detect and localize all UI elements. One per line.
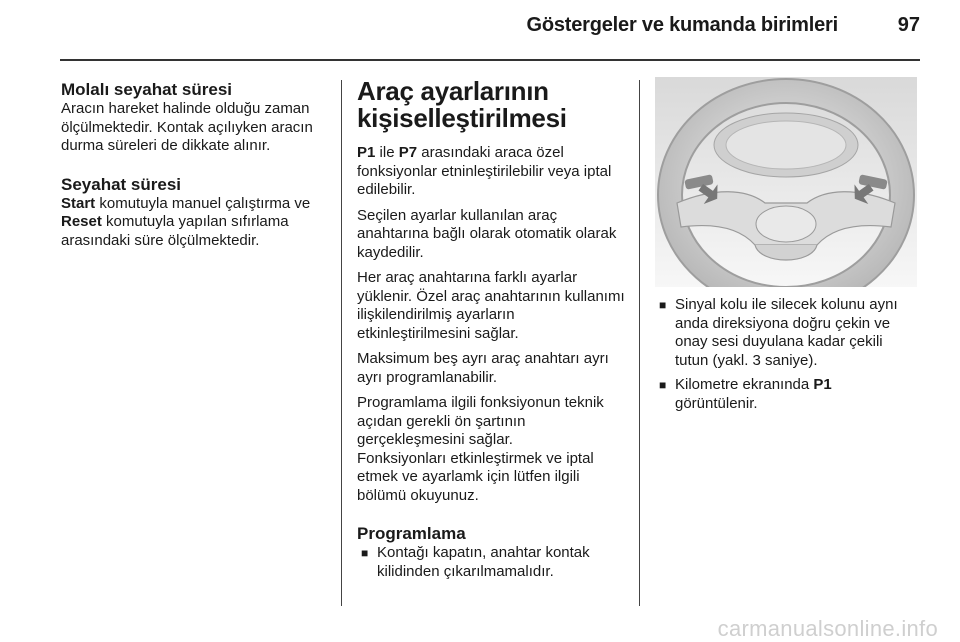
column-3 <box>655 296 917 419</box>
bullet-icon: ■ <box>659 298 667 312</box>
list-item-text: Kontağı kapatın, anahtar kontak kilidinden çıkarılmamalıdır. <box>377 544 590 580</box>
column-divider-1 <box>341 80 342 606</box>
list-item <box>357 544 627 581</box>
section-heading-travel-time: Seyahat süresi <box>61 174 182 194</box>
bullet-icon: ■ <box>659 378 667 392</box>
paragraph-prerequisite: Programlama ilgili fonksiyonun teknik açıdan gerekli ön şartının gerçekleşmesini sağlar. <box>357 394 604 448</box>
key-p7: P7 <box>398 144 418 161</box>
text-fragment: arasındaki araca özel fonksiyonlar etninleştirilebilir veya iptal edilebilir. <box>357 144 612 198</box>
page-header-title: Göstergeler ve kumanda birimleri <box>526 14 838 36</box>
watermark-text: carmanualsonline.info <box>717 616 938 641</box>
key-reset: Reset <box>61 213 102 230</box>
instruction-list <box>655 296 917 413</box>
key-start: Start <box>61 194 96 212</box>
column-1 <box>61 80 331 250</box>
paragraph-see-section: Fonksiyonları etkinleştirmek ve iptal etmek ve ayarlamk için lütfen ilgili bölümü okuyunuz. <box>357 449 594 504</box>
key-p1: P1 <box>813 376 832 393</box>
key-p1: P1 <box>357 144 376 161</box>
list-item-text: Kilometre ekranında <box>675 376 814 393</box>
section-heading-programming: Programlama <box>357 524 466 543</box>
text-fragment: ile <box>375 144 399 161</box>
column-divider-2 <box>639 80 640 606</box>
text-fragment: komutuyla manuel çalıştırma ve <box>95 194 311 212</box>
text-fragment: komutuyla yapılan sıfırlama arasındaki süre ölçülmektedir. <box>61 213 289 249</box>
bullet-icon: ■ <box>361 546 369 560</box>
list-item-text: Sinyal kolu ile silecek kolunu aynı anda direksiyona doğru çekin ve onay sesi duyulana kadar çekili tutun (yakl. 3 saniye). <box>675 296 898 369</box>
paragraph-key-settings: Her araç anahtarına farklı ayarlar yüklenir. Özel araç anahtarının kullanımı ilişkilendirilmiş ayarların etkinleştirilmesini sağlar. <box>357 269 625 342</box>
list-item-text: görüntülenir. <box>675 394 758 412</box>
column-2 <box>357 78 627 587</box>
paragraph-functions <box>357 144 627 200</box>
list-item <box>655 296 917 370</box>
header-rule <box>60 59 920 61</box>
programming-list <box>357 544 627 581</box>
section-heading-paused-travel-time: Molalı seyahat süresi <box>61 80 233 99</box>
section-body-paused-travel-time: Aracın hareket halinde olduğu zaman ölçülmektedir. Kontak açılıyken aracın durma süreleri de dikkate alınır. <box>61 100 313 154</box>
paragraph-saved-settings: Seçilen ayarlar kullanılan araç anahtarına bağlı olarak otomatik olarak kaydedilir. <box>357 206 617 261</box>
page-number: 97 <box>897 14 920 36</box>
list-item <box>655 376 917 413</box>
steering-wheel-illustration <box>655 77 917 287</box>
paragraph-max-keys: Maksimum beş ayrı araç anahtarı ayrı ayrı programlanabilir. <box>357 350 609 386</box>
section-body-travel-time <box>61 195 331 251</box>
chapter-title: Araç ayarlarının kişiselleştirilmesi <box>357 76 567 133</box>
